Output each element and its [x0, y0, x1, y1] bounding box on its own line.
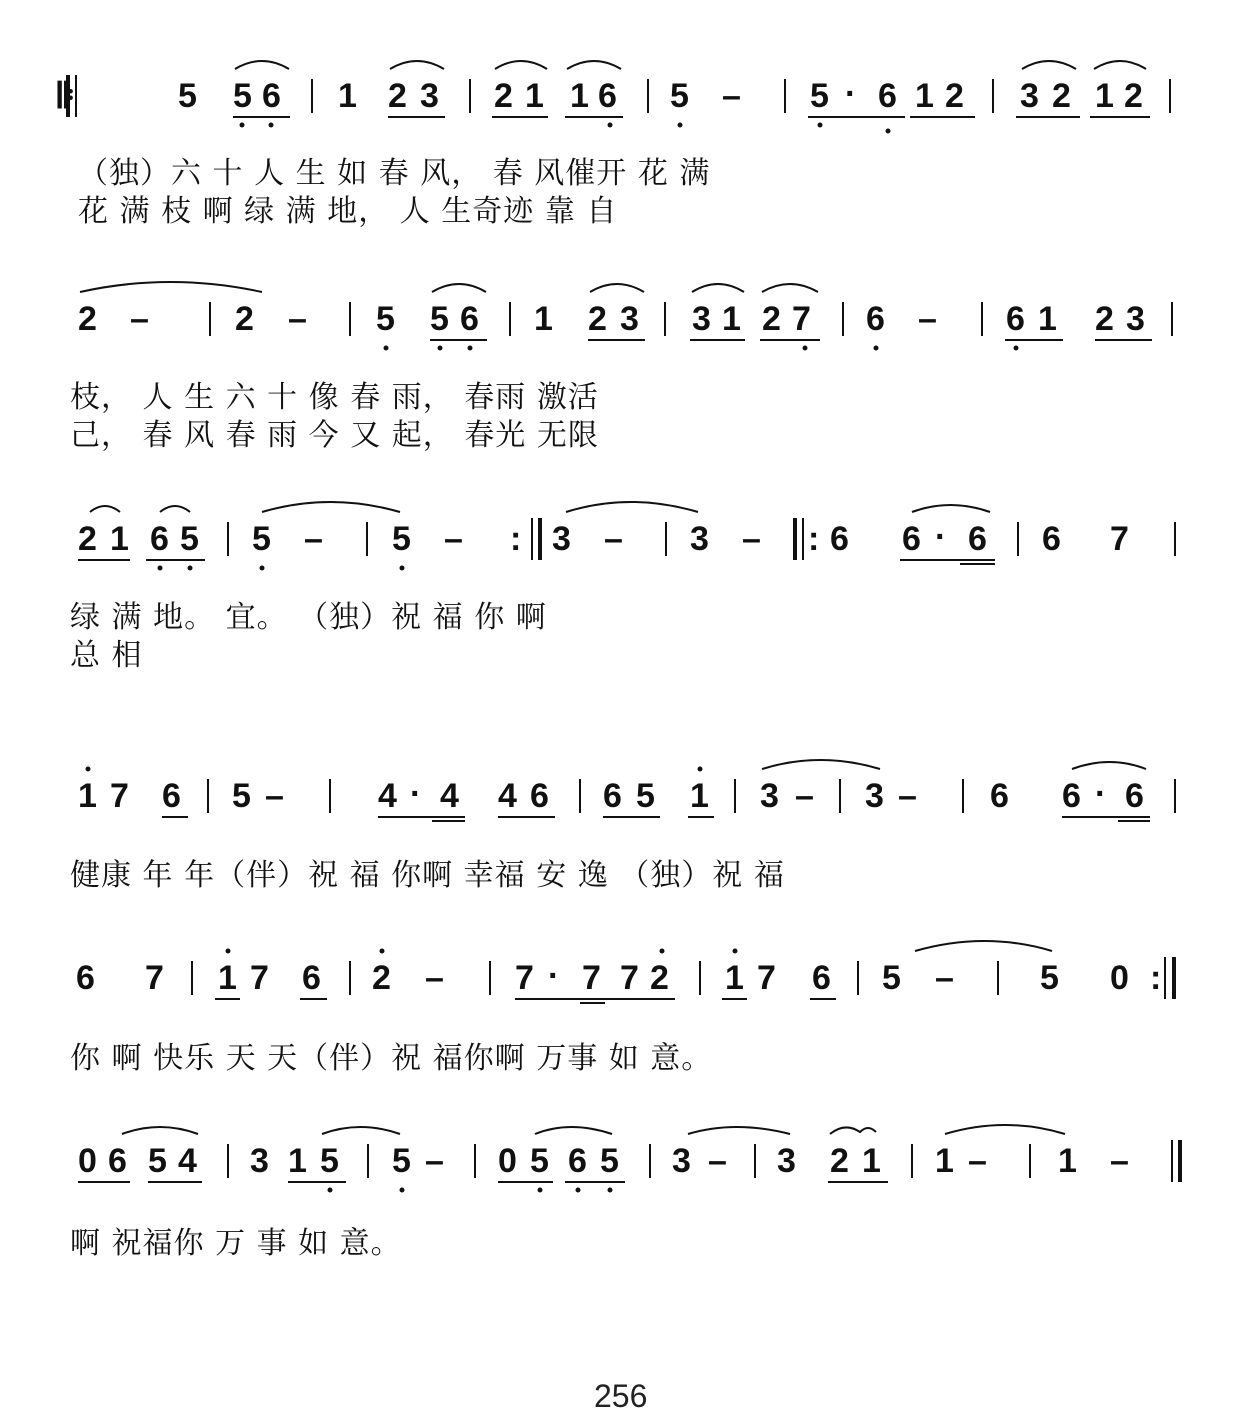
- svg-text:3: 3: [690, 520, 709, 558]
- svg-text:7: 7: [620, 959, 639, 997]
- svg-text:3: 3: [865, 777, 884, 815]
- svg-text:4: 4: [378, 777, 397, 815]
- svg-text:7: 7: [792, 300, 811, 338]
- note: 3: [420, 77, 439, 115]
- svg-text:1: 1: [1058, 1142, 1077, 1180]
- svg-text:3: 3: [552, 520, 571, 558]
- svg-text:2: 2: [762, 300, 781, 338]
- lyric-verse-1-line-3: 绿 满 地。 宜。 （独）祝 福 你 啊: [70, 600, 547, 635]
- note: 1: [525, 77, 544, 115]
- notation-svg-2: [0, 278, 1248, 368]
- note: 5: [178, 77, 197, 115]
- svg-text:·: ·: [1095, 775, 1107, 813]
- svg-text:–: –: [1110, 1142, 1129, 1180]
- note: 5: [670, 77, 689, 115]
- svg-text:2: 2: [650, 959, 669, 997]
- svg-text:·: ·: [548, 957, 560, 995]
- svg-text:5: 5: [392, 520, 411, 558]
- svg-text:1: 1: [722, 300, 741, 338]
- svg-text:1: 1: [288, 1142, 307, 1180]
- svg-text:–: –: [742, 520, 761, 558]
- svg-text:–: –: [130, 300, 149, 338]
- svg-text:–: –: [935, 959, 954, 997]
- svg-text:1: 1: [218, 959, 237, 997]
- svg-text:6: 6: [830, 520, 849, 558]
- svg-text:5: 5: [636, 777, 655, 815]
- svg-text:4: 4: [440, 777, 459, 815]
- svg-text:2: 2: [372, 959, 391, 997]
- note: 1: [915, 77, 934, 115]
- notation-line-5: [0, 937, 1248, 1027]
- svg-text:3: 3: [672, 1142, 691, 1180]
- lyric-line-5: 你 啊 快乐 天 天（伴）祝 福你啊 万事 如 意。: [70, 1041, 713, 1076]
- svg-text:5: 5: [430, 300, 449, 338]
- svg-text:5: 5: [376, 300, 395, 338]
- svg-text:6: 6: [1006, 300, 1025, 338]
- note: 6: [598, 77, 617, 115]
- svg-text:6: 6: [460, 300, 479, 338]
- svg-text:–: –: [288, 300, 307, 338]
- svg-text:3: 3: [1126, 300, 1145, 338]
- lyric-verse-1-line-1: （独）六 十 人 生 如 春 风， 春 风催开 花 满: [78, 156, 711, 191]
- svg-text:2: 2: [588, 300, 607, 338]
- svg-text:2: 2: [78, 300, 97, 338]
- svg-text:–: –: [604, 520, 623, 558]
- svg-text:7: 7: [515, 959, 534, 997]
- svg-text:0: 0: [1110, 959, 1129, 997]
- svg-text:5: 5: [320, 1142, 339, 1180]
- svg-text::: :: [510, 520, 522, 558]
- svg-text:7: 7: [757, 959, 776, 997]
- svg-text:–: –: [918, 300, 937, 338]
- note: 2: [945, 77, 964, 115]
- svg-text:–: –: [795, 777, 814, 815]
- notation-line-3: [0, 498, 1248, 588]
- svg-text:6: 6: [302, 959, 321, 997]
- svg-text:5: 5: [882, 959, 901, 997]
- notation-svg-5: [0, 937, 1248, 1027]
- svg-text:6: 6: [812, 959, 831, 997]
- svg-text::: :: [1150, 959, 1162, 997]
- svg-text:6: 6: [1062, 777, 1081, 815]
- svg-text:6: 6: [968, 520, 987, 558]
- lyric-line-6: 啊 祝福你 万 事 如 意。: [70, 1226, 402, 1261]
- notation-svg-3: [0, 498, 1248, 588]
- svg-text:–: –: [708, 1142, 727, 1180]
- svg-text:3: 3: [760, 777, 779, 815]
- svg-text:0: 0: [78, 1142, 97, 1180]
- repeat-open: 𝄆: [58, 77, 75, 115]
- svg-text:7: 7: [582, 959, 601, 997]
- note: 2: [494, 77, 513, 115]
- svg-text:1: 1: [110, 520, 129, 558]
- svg-text:–: –: [425, 959, 444, 997]
- svg-text:6: 6: [603, 777, 622, 815]
- svg-text:0: 0: [498, 1142, 517, 1180]
- page-number: 256: [594, 1378, 648, 1414]
- notation-line-6: [0, 1120, 1248, 1210]
- lyric-verse-1-line-2: 枝， 人 生 六 十 像 春 雨， 春雨 激活: [70, 380, 599, 415]
- svg-text:–: –: [444, 520, 463, 558]
- svg-text:2: 2: [1095, 300, 1114, 338]
- note: 1: [1095, 77, 1114, 115]
- svg-text:2: 2: [78, 520, 97, 558]
- note: 5: [810, 77, 829, 115]
- svg-text:2: 2: [830, 1142, 849, 1180]
- notation-svg-4: [0, 755, 1248, 845]
- svg-text:4: 4: [498, 777, 517, 815]
- svg-text:6: 6: [76, 959, 95, 997]
- svg-text:–: –: [425, 1142, 444, 1180]
- svg-text:–: –: [304, 520, 323, 558]
- note: 1: [570, 77, 589, 115]
- svg-text:6: 6: [530, 777, 549, 815]
- notation-svg-1: [0, 55, 1248, 145]
- lyric-verse-2-line-2: 己， 春 风 春 雨 今 又 起， 春光 无限: [70, 418, 599, 453]
- svg-text:5: 5: [600, 1142, 619, 1180]
- svg-text:1: 1: [725, 959, 744, 997]
- svg-text:3: 3: [692, 300, 711, 338]
- svg-text:6: 6: [150, 520, 169, 558]
- svg-text:6: 6: [1042, 520, 1061, 558]
- svg-text:–: –: [265, 777, 284, 815]
- svg-text:6: 6: [568, 1142, 587, 1180]
- notation-svg-6: [0, 1120, 1248, 1210]
- notation-line-2: [0, 278, 1248, 368]
- note: 5: [233, 77, 252, 115]
- notation-line-4: [0, 755, 1248, 845]
- svg-text:1: 1: [935, 1142, 954, 1180]
- svg-text:5: 5: [1040, 959, 1059, 997]
- lyric-verse-2-line-3: 总 相: [70, 638, 143, 673]
- svg-text:3: 3: [620, 300, 639, 338]
- svg-text:5: 5: [392, 1142, 411, 1180]
- note: –: [722, 77, 741, 115]
- svg-text:7: 7: [250, 959, 269, 997]
- svg-text:1: 1: [862, 1142, 881, 1180]
- note: 6: [262, 77, 281, 115]
- svg-text:7: 7: [110, 777, 129, 815]
- svg-text:1: 1: [1038, 300, 1057, 338]
- svg-text:1: 1: [534, 300, 553, 338]
- note: 3: [1020, 77, 1039, 115]
- note: 6: [878, 77, 897, 115]
- lyric-verse-2-line-1: 花 满 枝 啊 绿 满 地， 人 生奇迹 靠 自: [78, 194, 618, 229]
- notation-line-1: [0, 55, 1248, 145]
- svg-text:5: 5: [252, 520, 271, 558]
- svg-text:5: 5: [180, 520, 199, 558]
- svg-text:7: 7: [145, 959, 164, 997]
- note: 2: [388, 77, 407, 115]
- lyric-line-4: 健康 年 年（伴）祝 福 你啊 幸福 安 逸 （独）祝 福: [70, 858, 785, 893]
- svg-text::: :: [808, 520, 820, 558]
- note: 2: [1124, 77, 1143, 115]
- svg-text:6: 6: [108, 1142, 127, 1180]
- svg-text:6: 6: [1125, 777, 1144, 815]
- svg-text:–: –: [968, 1142, 987, 1180]
- svg-text:5: 5: [148, 1142, 167, 1180]
- svg-text:6: 6: [866, 300, 885, 338]
- svg-text:5: 5: [530, 1142, 549, 1180]
- note: ·: [845, 75, 857, 113]
- svg-text:6: 6: [990, 777, 1009, 815]
- svg-text:·: ·: [410, 775, 422, 813]
- svg-text:6: 6: [162, 777, 181, 815]
- svg-text:1: 1: [690, 777, 709, 815]
- svg-text:1: 1: [78, 777, 97, 815]
- svg-text:6: 6: [902, 520, 921, 558]
- svg-text:3: 3: [777, 1142, 796, 1180]
- note: 1: [338, 77, 357, 115]
- svg-text:7: 7: [1110, 520, 1129, 558]
- svg-text:2: 2: [235, 300, 254, 338]
- note: 2: [1052, 77, 1071, 115]
- svg-text:·: ·: [935, 518, 947, 556]
- svg-text:–: –: [898, 777, 917, 815]
- svg-text:3: 3: [250, 1142, 269, 1180]
- svg-text:5: 5: [232, 777, 251, 815]
- svg-text:4: 4: [178, 1142, 197, 1180]
